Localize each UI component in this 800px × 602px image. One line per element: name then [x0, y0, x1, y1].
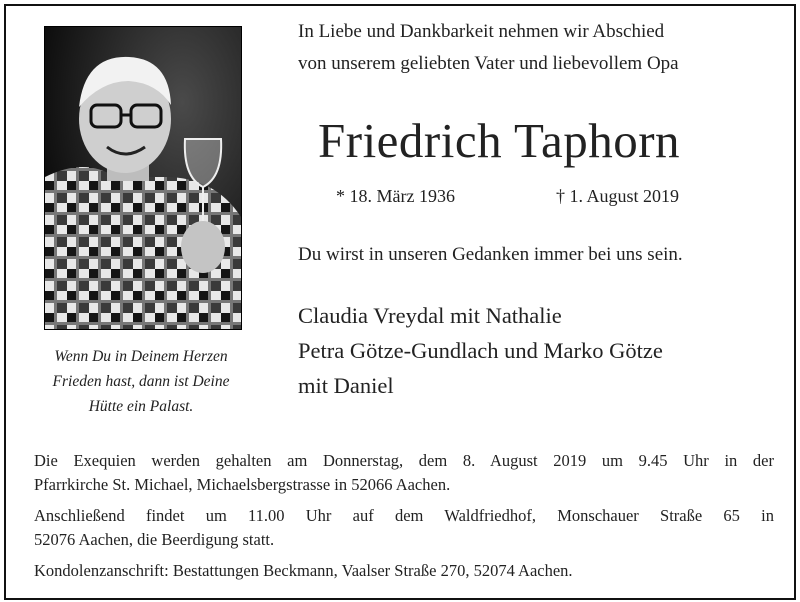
birth-date: * 18. März 1936 — [336, 186, 455, 206]
portrait-illustration — [45, 27, 241, 329]
exequien-line: Pfarrkirche St. Michael, Michaelsbergstrasse in 52066 Aachen. — [34, 475, 451, 494]
death-date: † 1. August 2019 — [556, 186, 680, 206]
intro-text — [298, 16, 778, 80]
deceased-name: Friedrich Taphorn — [318, 113, 681, 168]
exequien-paragraph — [34, 449, 774, 497]
burial-paragraph — [34, 504, 774, 552]
quote-block — [22, 344, 260, 419]
intro-line: von unserem geliebten Vater und liebevollem Opa — [298, 53, 679, 74]
portrait-photo — [44, 26, 242, 330]
exequien-line: Die Exequien werden gehalten am Donnerstag, dem 8. August 2019 um 9.45 Uhr in der — [34, 451, 774, 470]
funeral-notes — [34, 449, 774, 590]
mourner-line: mit Daniel — [298, 373, 394, 398]
burial-line: Anschließend findet um 11.00 Uhr auf dem Waldfriedhof, Monschauer Straße 65 in — [34, 506, 774, 525]
mourners-list — [298, 298, 788, 403]
intro-line: In Liebe und Dankbarkeit nehmen wir Abschied — [298, 21, 665, 42]
quote-line: Hütte ein Palast. — [88, 398, 194, 415]
quote-line: Wenn Du in Deinem Herzen — [54, 348, 228, 365]
quote-line: Frieden hast, dann ist Deine — [52, 373, 230, 390]
burial-line: 52076 Aachen, die Beerdigung statt. — [34, 530, 275, 549]
motto: Du wirst in unseren Gedanken immer bei uns sein. — [298, 244, 683, 265]
mourner-line: Petra Götze-Gundlach und Marko Götze — [298, 338, 663, 363]
mourner-line: Claudia Vreydal mit Nathalie — [298, 303, 562, 328]
condolence-paragraph — [34, 559, 774, 583]
condolence-line: Kondolenzanschrift: Bestattungen Beckmann, Vaalser Straße 270, 52074 Aachen. — [34, 561, 573, 580]
